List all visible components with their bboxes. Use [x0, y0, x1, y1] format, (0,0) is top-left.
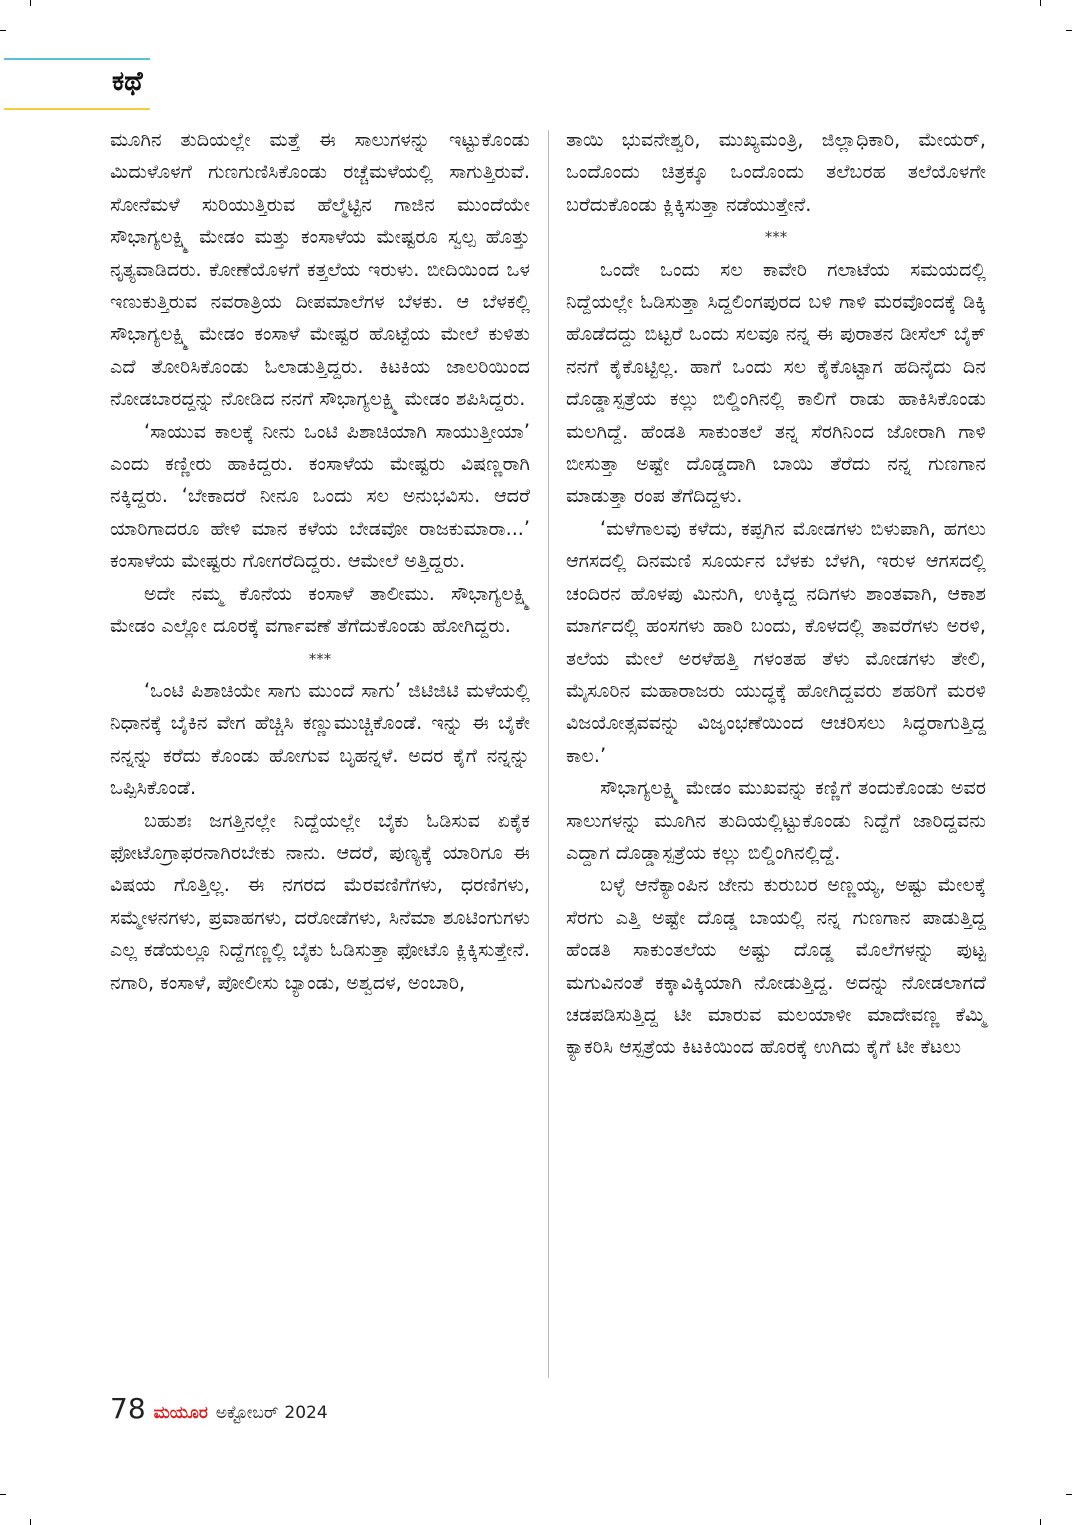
crop-mark: [30, 1519, 31, 1525]
text-column-right: [566, 124, 986, 1064]
crop-mark: [30, 0, 31, 6]
crop-mark: [1066, 1494, 1072, 1495]
issue-year: 2024: [284, 1403, 328, 1423]
paragraph: ‘ಒಂಟಿ ಪಿಶಾಚಿಯೇ ಸಾಗು ಮುಂದೆ ಸಾಗು’ ಜಿಟಿಜಿಟಿ ಮಳೆಯಲ್ಲಿ ನಿಧಾನಕ್ಕೆ ಬೈಕಿನ ವೇಗ ಹೆಚ್ಚಿಸಿ ಕಣ್ಣುಮುಚ್ಚಿಕೊಂಡೆ. ಇನ್ನು ಈ ಬೈಕೇ ನನ್ನನ್ನು ಕರೆದು ಕೊಂಡು ಹೋಗುವ ಬೃಹನ್ನಳೆ. ಅದರ ಕೈಗೆ ನನ್ನನ್ನು ಒಪ್ಪಿಸಿಕೊಂಡೆ.: [110, 678, 530, 800]
text-column-left: [110, 124, 530, 999]
paragraph: ಮೂಗಿನ ತುದಿಯಲ್ಲೇ ಮತ್ತೆ ಈ ಸಾಲುಗಳನ್ನು ಇಟ್ಟುಕೊಂಡು ಮಿದುಳೊಳಗೆ ಗುಣಗುಣಿಸಿಕೊಂಡು ರಚ್ಚೆಮಳೆಯಲ್ಲಿ ಸಾಗುತ್ತಿರುವೆ. ಸೋನೆಮಳೆ ಸುರಿಯುತ್ತಿರುವ ಹೆಲ್ಮೆಟ್ಟಿನ ಗಾಜಿನ ಮುಂದೆಯೇ ಸೌಭಾಗ್ಯಲಕ್ಷ್ಮಿ ಮೇಡಂ ಮತ್ತು ಕಂಸಾಳೆಯ ಮೇಷ್ಟರೂ ಸ್ವಲ್ಪ ಹೊತ್ತು ನೃತ್ಯವಾಡಿದರು. ಕೋಣೆಯೊಳಗೆ ಕತ್ತಲೆಯ ಇರುಳು. ಬೀದಿಯಿಂದ ಒಳ ಇಣುಕುತ್ತಿರುವ ನವರಾತ್ರಿಯ ದೀಪಮಾಲೆಗಳ ಬೆಳಕು. ಆ ಬೆಳಕಲ್ಲಿ ಸೌಭಾಗ್ಯಲಕ್ಷ್ಮಿ ಮೇಡಂ ಕಂಸಾಳೆ ಮೇಷ್ಟರ ಹೊಟ್ಟೆಯ ಮೇಲೆ ಕುಳಿತು ಎದೆ ತೋರಿಸಿಕೊಂಡು ಓಲಾಡುತ್ತಿದ್ದರು. ಕಿಟಕಿಯ ಜಾಲರಿಯಿಂದ ನೋಡಬಾರದ್ದನ್ನು ನೋಡಿದ ನನಗೆ ಸೌಭಾಗ್ಯಲಕ್ಷ್ಮಿ ಮೇಡಂ ಶಪಿಸಿದ್ದರು.: [110, 128, 530, 411]
crop-mark: [0, 1494, 6, 1495]
issue-month: ಅಕ್ಟೋಬರ್: [215, 1403, 279, 1423]
paragraph: ಅದೇ ನಮ್ಮ ಕೊನೆಯ ಕಂಸಾಳೆ ತಾಲೀಮು. ಸೌಭಾಗ್ಯಲಕ್ಷ್ಮಿ ಮೇಡಂ ಎಲ್ಲೋ ದೂರಕ್ಕೆ ವರ್ಗಾವಣೆ ತೆಗೆದುಕೊಂಡು ಹೋಗಿದ್ದರು.: [110, 581, 530, 638]
paragraph: ತಾಯಿ ಭುವನೇಶ್ವರಿ, ಮುಖ್ಯಮಂತ್ರಿ, ಜಿಲ್ಲಾಧಿಕಾರಿ, ಮೇಯರ್, ಒಂದೊಂದು ಚಿತ್ರಕ್ಕೂ ಒಂದೊಂದು ತಲೆಬರಹ ತಲೆಯೊಳಗೇ ಬರೆದುಕೊಂಡು ಕ್ಲಿಕ್ಕಿಸುತ್ತಾ ನಡೆಯುತ್ತೇನೆ.: [566, 128, 986, 216]
section-title: ಕಥೆ: [112, 66, 143, 97]
paragraph: ಬಳ್ಳೆ ಆನೆಕ್ಯಾಂಪಿನ ಜೇನು ಕುರುಬರ ಅಣ್ಣಯ್ಯ, ಅಷ್ಟು ಮೇಲಕ್ಕೆ ಸೆರಗು ಎತ್ತಿ ಅಷ್ಟೇ ದೊಡ್ಡ ಬಾಯಲ್ಲಿ ನನ್ನ ಗುಣಗಾನ ಪಾಡುತ್ತಿದ್ದ ಹೆಂಡತಿ ಸಾಕುಂತಲೆಯ ಅಷ್ಟು ದೊಡ್ಡ ಮೊಲೆಗಳನ್ನು ಪುಟ್ಟ ಮಗುವಿನಂತೆ ಕಕ್ಕಾವಿಕ್ಕಿಯಾಗಿ ನೋಡುತ್ತಿದ್ದ. ಅದನ್ನು ನೋಡಲಾಗದೆ ಚಡಪಡಿಸುತ್ತಿದ್ದ ಟೀ ಮಾರುವ ಮಲಯಾಳೀ ಮಾದೇವಣ್ಣ ಕೆಮ್ಮಿ ಕ್ಯಾಕರಿಸಿ ಆಸ್ಪತ್ರೆಯ ಕಿಟಕಿಯಿಂದ ಹೊರಕ್ಕೆ ಉಗಿದು ಕೈಗೆ ಟೀ ಕೆಟಲು: [566, 873, 986, 1059]
magazine-name: ಮಯೂರ: [153, 1403, 208, 1423]
crop-mark: [0, 30, 6, 31]
section-header: [0, 58, 150, 110]
column-divider: [548, 130, 549, 1378]
crop-mark: [1040, 0, 1041, 6]
paragraph: ಸೌಭಾಗ್ಯಲಕ್ಷ್ಮಿ ಮೇಡಂ ಮುಖವನ್ನು ಕಣ್ಣಿಗೆ ತಂದುಕೊಂಡು ಅವರ ಸಾಲುಗಳನ್ನು ಮೂಗಿನ ತುದಿಯಲ್ಲಿಟ್ಟುಕೊಂಡು ನಿದ್ದೆಗೆ ಜಾರಿದ್ದವನು ಎದ್ದಾಗ ದೊಡ್ಡಾಸ್ಪತ್ರೆಯ ಕಲ್ಲು ಬಿಲ್ಡಿಂಗಿನಲ್ಲಿದ್ದೆ.: [566, 776, 986, 864]
crop-mark: [1040, 1519, 1041, 1525]
header-rule-top: [4, 58, 150, 60]
page-number: 78: [110, 1392, 146, 1425]
section-break: ***: [764, 228, 788, 247]
paragraph: ಒಂದೇ ಒಂದು ಸಲ ಕಾವೇರಿ ಗಲಾಟೆಯ ಸಮಯದಲ್ಲಿ ನಿದ್ದೆಯಲ್ಲೇ ಓಡಿಸುತ್ತಾ ಸಿದ್ದಲಿಂಗಪುರದ ಬಳಿ ಗಾಳಿ ಮರವೊಂದಕ್ಕೆ ಡಿಕ್ಕಿ ಹೊಡೆದದ್ದು ಬಿಟ್ಟರೆ ಒಂದು ಸಲವೂ ನನ್ನ ಈ ಪುರಾತನ ಡೀಸೆಲ್ ಬೈಕ್ ನನಗೆ ಕೈಕೊಟ್ಟಿಲ್ಲ. ಹಾಗೆ ಒಂದು ಸಲ ಕೈಕೊಟ್ಟಾಗ ಹದಿನೈದು ದಿನ ದೊಡ್ಡಾಸ್ಪತ್ರೆಯ ಕಲ್ಲು ಬಿಲ್ಡಿಂಗಿನಲ್ಲಿ ಕಾಲಿಗೆ ರಾಡು ಹಾಕಿಸಿಕೊಂಡು ಮಲಗಿದ್ದೆ. ಹೆಂಡತಿ ಸಾಕುಂತಲೆ ತನ್ನ ಸೆರಗಿನಿಂದ ಜೋರಾಗಿ ಗಾಳಿ ಬೀಸುತ್ತಾ ಅಷ್ಟೇ ದೊಡ್ಡದಾಗಿ ಬಾಯಿ ತೆರೆದು ನನ್ನ ಗುಣಗಾನ ಮಾಡುತ್ತಾ ರಂಪ ತೆಗೆದಿದ್ದಳು.: [566, 257, 986, 508]
section-break: ***: [308, 649, 332, 668]
crop-mark: [1066, 30, 1072, 31]
paragraph: ಬಹುಶಃ ಜಗತ್ತಿನಲ್ಲೇ ನಿದ್ದೆಯಲ್ಲೇ ಬೈಕು ಓಡಿಸುವ ಏಕೈಕ ಫೋಟೊಗ್ರಾಫರನಾಗಿರಬೇಕು ನಾನು. ಆದರೆ, ಪುಣ್ಯಕ್ಕೆ ಯಾರಿಗೂ ಈ ವಿಷಯ ಗೊತ್ತಿಲ್ಲ. ಈ ನಗರದ ಮೆರವಣಿಗೆಗಳು, ಧರಣಿಗಳು, ಸಮ್ಮೇಳನಗಳು, ಪ್ರವಾಹಗಳು, ದರೋಡೆಗಳು, ಸಿನೆಮಾ ಶೂಟಿಂಗುಗಳು ಎಲ್ಲ ಕಡೆಯಲ್ಲೂ ನಿದ್ದೆಗಣ್ಣಲ್ಲಿ ಬೈಕು ಓಡಿಸುತ್ತಾ ಫೋಟೊ ಕ್ಲಿಕ್ಕಿಸುತ್ತೇನೆ. ನಗಾರಿ, ಕಂಸಾಳೆ, ಪೋಲೀಸು ಬ್ಯಾಂಡು, ಅಶ್ವದಳ, ಅಂಬಾರಿ,: [110, 808, 530, 994]
paragraph: ‘ಸಾಯುವ ಕಾಲಕ್ಕೆ ನೀನು ಒಂಟಿ ಪಿಶಾಚಿಯಾಗಿ ಸಾಯುತ್ತೀಯಾ’ ಎಂದು ಕಣ್ಣೀರು ಹಾಕಿದ್ದರು. ಕಂಸಾಳೆಯ ಮೇಷ್ಟರು ವಿಷಣ್ಣರಾಗಿ ನಕ್ಕಿದ್ದರು. ‘ಬೇಕಾದರೆ ನೀನೂ ಒಂದು ಸಲ ಅನುಭವಿಸು. ಆದರೆ ಯಾರಿಗಾದರೂ ಹೇಳಿ ಮಾನ ಕಳೆಯ ಬೇಡವೋ ರಾಜಕುಮಾರಾ...’ ಕಂಸಾಳೆಯ ಮೇಷ್ಟರು ಗೋಗರೆದಿದ್ದರು. ಆಮೇಲೆ ಅತ್ತಿದ್ದರು.: [110, 419, 530, 573]
paragraph: ‘ಮಳೆಗಾಲವು ಕಳೆದು, ಕಪ್ಪಗಿನ ಮೋಡಗಳು ಬಿಳುಪಾಗಿ, ಹಗಲು ಆಗಸದಲ್ಲಿ ದಿನಮಣಿ ಸೂರ್ಯನ ಬೆಳಕು ಬೆಳಗಿ, ಇರುಳ ಆಗಸದಲ್ಲಿ ಚಂದಿರನ ಹೊಳಪು ಮಿನುಗಿ, ಉಕ್ಕಿದ್ದ ನದಿಗಳು ಶಾಂತವಾಗಿ, ಆಕಾಶ ಮಾರ್ಗದಲ್ಲಿ ಹಂಸಗಳು ಹಾರಿ ಬಂದು, ಕೊಳದಲ್ಲಿ ತಾವರೆಗಳು ಅರಳಿ, ತಲೆಯ ಮೇಲೆ ಅರಳೆಹತ್ತಿ ಗಳಂತಹ ತೆಳು ಮೋಡಗಳು ತೇಲಿ, ಮೈಸೂರಿನ ಮಹಾರಾಜರು ಯುದ್ಧಕ್ಕೆ ಹೋಗಿದ್ದವರು ಶಹರಿಗೆ ಮರಳಿ ವಿಜಯೋತ್ಸವವನ್ನು ವಿಜೃಂಭಣೆಯಿಂದ ಆಚರಿಸಲು ಸಿದ್ಧರಾಗುತ್ತಿದ್ದ ಕಾಲ.’: [566, 516, 986, 767]
header-rule-bottom: [4, 108, 150, 110]
page-footer: [110, 1392, 328, 1432]
